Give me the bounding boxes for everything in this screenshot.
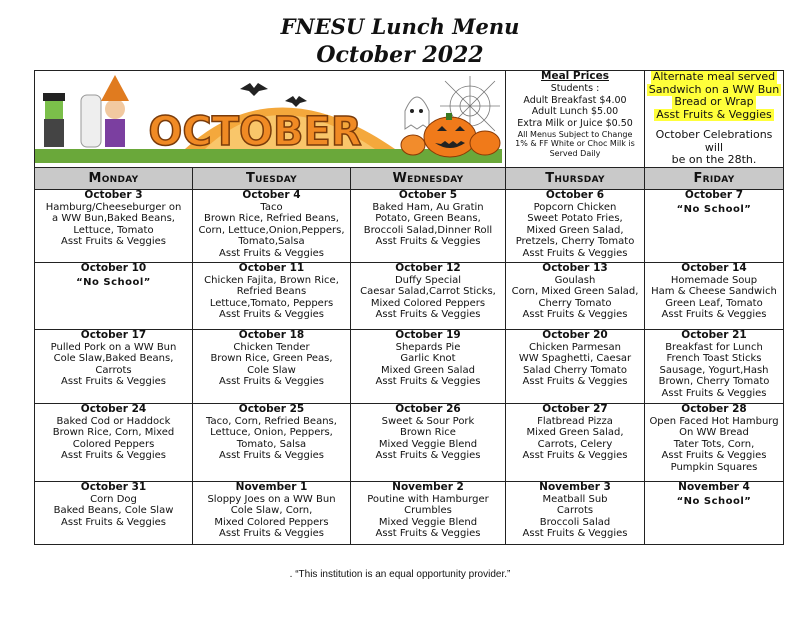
menu-item: Mixed Colored Peppers [370, 297, 486, 309]
alternate-meal-box [645, 71, 784, 168]
menu-item: Caesar Salad,Carrot Sticks, [360, 286, 496, 298]
menu-item: Asst Fruits & Veggies [219, 528, 324, 540]
menu-item: Asst Fruits & Veggies [219, 309, 324, 321]
menu-item: Baked Cod or Haddock [56, 415, 171, 427]
menu-item: Asst Fruits & Veggies [61, 236, 166, 248]
menu-title: FNESU Lunch Menu [280, 14, 520, 39]
menu-item: Sweet & Sour Pork [381, 415, 475, 427]
menu-day-cell [351, 190, 506, 263]
menu-item: Tater Tots, Corn, [673, 438, 755, 450]
menu-item: On WW Bread [679, 427, 749, 439]
menu-item: Broccoli Salad,Dinner Roll [363, 224, 493, 236]
menu-day-cell [506, 190, 645, 263]
no-school-notice: “No School” [676, 495, 752, 507]
day-monday: Monday [35, 168, 193, 190]
menu-item: Asst Fruits & Veggies [375, 376, 481, 388]
menu-item: Asst Fruits & Veggies [522, 528, 628, 540]
celebration-line-2: be on the 28th. [671, 153, 757, 166]
menu-date: October 20 [542, 329, 608, 341]
menu-day-cell [193, 330, 351, 404]
menu-item: Mixed Veggie Blend [378, 516, 478, 528]
menu-item: Asst Fruits & Veggies [661, 309, 767, 321]
header-row [35, 71, 784, 168]
menu-item: Asst Fruits & Veggies [522, 450, 628, 462]
menu-day-cell [506, 263, 645, 330]
menu-note-1: All Menus Subject to Change [517, 129, 633, 139]
menu-item: Carrots, Celery [537, 438, 613, 450]
menu-item: Open Faced Hot Hamburg [649, 415, 779, 427]
menu-item: Taco, Corn, Refried Beans, [206, 415, 337, 427]
menu-item: Asst Fruits & Veggies [61, 516, 166, 528]
meal-prices-box [506, 71, 645, 168]
menu-item: Asst Fruits & Veggies [522, 376, 628, 388]
menu-date: October 14 [681, 262, 747, 274]
menu-date: November 3 [539, 481, 611, 493]
menu-item: Brown Rice, Green Peas, [210, 353, 333, 365]
menu-item: Garlic Knot [400, 353, 456, 365]
menu-item: Asst Fruits & Veggies [61, 450, 166, 462]
menu-item: Colored Peppers [72, 438, 155, 450]
menu-day-cell [193, 190, 351, 263]
menu-item: Cole Slaw [247, 364, 296, 376]
menu-item: Sloppy Joes on a WW Bun [207, 493, 336, 505]
menu-item: Popcorn Chicken [533, 201, 617, 213]
menu-item: Baked Ham, Au Gratin [372, 201, 484, 213]
menu-item: Chicken Fajita, Brown Rice, [204, 274, 339, 286]
menu-item: Asst Fruits & Veggies [375, 236, 481, 248]
menu-date: November 2 [392, 481, 464, 493]
menu-day-cell [35, 404, 193, 482]
menu-item: Mixed Green Salad, [526, 427, 624, 439]
menu-month: October 2022 [316, 42, 484, 68]
menu-day-cell [351, 330, 506, 404]
equal-opportunity-statement: . “This institution is an equal opportunity provider.” [289, 569, 511, 580]
menu-day-cell [35, 263, 193, 330]
menu-item: Corn Dog [90, 493, 137, 505]
menu-item: Asst Fruits & Veggies [375, 528, 481, 540]
menu-date: October 27 [542, 403, 608, 415]
menu-item: Ham & Cheese Sandwich [651, 286, 777, 298]
menu-day-cell [193, 263, 351, 330]
menu-item: a WW Bun,Baked Beans, [52, 213, 175, 225]
banner-word: OCTOBER [148, 109, 362, 155]
menu-date: October 11 [238, 262, 305, 274]
menu-item: Pumpkin Squares [670, 461, 758, 473]
week-row [35, 330, 784, 404]
menu-day-cell [506, 404, 645, 482]
week-row [35, 263, 784, 330]
menu-item: Shepards Pie [395, 341, 461, 353]
menu-date: October 19 [395, 329, 461, 341]
menu-date: October 4 [242, 189, 301, 201]
menu-item: Carrots [556, 505, 594, 517]
menu-item: Mixed Veggie Blend [378, 438, 478, 450]
menu-date: October 13 [542, 262, 608, 274]
menu-date: October 25 [238, 403, 305, 415]
menu-item: Tomato,Salsa [238, 236, 305, 248]
menu-item: Asst Fruits & Veggies [61, 376, 166, 388]
menu-day-cell [193, 482, 351, 545]
menu-date: October 17 [80, 329, 147, 341]
menu-item: Green Leaf, Tomato [665, 297, 763, 309]
menu-item: Asst Fruits & Veggies [375, 450, 481, 462]
menu-item: Cherry Tomato [538, 297, 612, 309]
menu-date: October 7 [684, 189, 744, 201]
menu-item: Carrots [95, 364, 132, 376]
menu-day-cell [645, 330, 784, 404]
menu-day-cell [645, 263, 784, 330]
menu-item: Asst Fruits & Veggies [661, 387, 767, 399]
menu-item: Brown Rice, Corn, Mixed [52, 427, 175, 439]
menu-day-cell [35, 330, 193, 404]
menu-item: Lettuce,Tomato, Peppers [209, 297, 334, 309]
menu-item: Brown Rice [400, 427, 456, 439]
extra-milk-price: Extra Milk or Juice $0.50 [517, 118, 633, 130]
menu-day-cell [35, 482, 193, 545]
menu-day-cell [351, 263, 506, 330]
menu-item: Crumbles [404, 505, 452, 517]
menu-item: Chicken Tender [233, 341, 310, 353]
week-row [35, 482, 784, 545]
menu-item: Tomato, Salsa [236, 438, 307, 450]
menu-note-3: Served Daily [549, 148, 601, 158]
students-label: Students : [550, 82, 600, 94]
day-tuesday: Tuesday [193, 168, 351, 190]
menu-item: Lettuce, Tomato [73, 224, 154, 236]
adult-breakfast-price: Adult Breakfast $4.00 [523, 94, 627, 106]
menu-date: October 21 [681, 329, 747, 341]
celebration-note [645, 129, 783, 167]
day-header-row [35, 168, 784, 190]
menu-item: Pulled Pork on a WW Bun [50, 341, 177, 353]
menu-item: Baked Beans, Cole Slaw [53, 505, 174, 517]
menu-date: November 1 [235, 481, 308, 493]
adult-lunch-price: Adult Lunch $5.00 [531, 106, 619, 118]
week-row [35, 190, 784, 263]
menu-date: October 31 [80, 481, 147, 493]
menu-item: Cole Slaw, Corn, [230, 505, 313, 517]
menu-date: October 10 [80, 262, 147, 274]
menu-item: Poutine with Hamburger [367, 493, 489, 505]
menu-item: Asst Fruits & Veggies [219, 376, 324, 388]
menu-date: October 5 [398, 189, 458, 201]
alternate-meal-line-1: Alternate meal served [652, 70, 776, 83]
alternate-meal-line-2: Sandwich on a WW Bun [648, 82, 780, 96]
halloween-banner-illustration [35, 71, 502, 163]
menu-item: Salad Cherry Tomato [523, 364, 627, 376]
menu-date: October 26 [395, 403, 461, 415]
menu-item: Hamburg/Cheeseburger on [45, 201, 182, 213]
menu-day-cell [645, 404, 784, 482]
menu-day-cell [506, 482, 645, 545]
menu-item: Mixed Green Salad, [526, 224, 624, 236]
menu-item: Chicken Parmesan [529, 341, 621, 353]
no-school-notice: “No School” [676, 203, 752, 215]
menu-item: French Toast Sticks [666, 353, 762, 365]
menu-day-cell [351, 482, 506, 545]
menu-day-cell [193, 404, 351, 482]
menu-date: October 6 [545, 189, 605, 201]
meal-prices-heading: Meal Prices [541, 70, 609, 82]
menu-day-cell [506, 330, 645, 404]
menu-day-cell [351, 404, 506, 482]
menu-item: Corn, Lettuce,Onion,Peppers, [198, 224, 345, 236]
day-friday: Friday [645, 168, 784, 190]
menu-item: Meatball Sub [542, 493, 608, 505]
menu-item: Duffy Special [394, 274, 462, 286]
menu-date: October 28 [681, 403, 747, 415]
menu-item: Asst Fruits & Veggies [219, 247, 324, 259]
menu-item: Asst Fruits & Veggies [661, 450, 767, 462]
menu-item: WW Spaghetti, Caesar [518, 353, 632, 365]
menu-item: Breakfast for Lunch [665, 341, 763, 353]
no-school-notice: “No School” [76, 276, 151, 288]
menu-item: Brown, Cherry Tomato [658, 376, 770, 388]
menu-item: Homemade Soup [670, 274, 758, 286]
menu-item: Asst Fruits & Veggies [522, 309, 628, 321]
menu-item: Flatbread Pizza [537, 415, 613, 427]
menu-day-cell [645, 482, 784, 545]
menu-item: Pretzels, Cherry Tomato [515, 236, 635, 248]
menu-item: Refried Beans [236, 286, 307, 298]
alternate-meal-line-4: Asst Fruits & Veggies [656, 107, 772, 121]
menu-calendar [34, 70, 784, 545]
menu-date: October 3 [84, 189, 143, 201]
celebration-line-1: October Celebrations will [655, 128, 773, 154]
menu-item: Sausage, Yogurt,Hash [659, 364, 769, 376]
menu-item: Sweet Potato Fries, [527, 213, 623, 225]
day-thursday: Thursday [506, 168, 645, 190]
menu-item: Cole Slaw,Baked Beans, [53, 353, 174, 365]
week-row [35, 404, 784, 482]
menu-item: Goulash [554, 274, 596, 286]
menu-item: Mixed Colored Peppers [214, 516, 329, 528]
menu-item: Mixed Green Salad [381, 364, 475, 376]
october-banner [35, 71, 506, 168]
menu-item: Asst Fruits & Veggies [522, 247, 628, 259]
menu-note-2: 1% & FF White or Choc Milk is [515, 139, 635, 149]
menu-item: Lettuce, Onion, Peppers, [210, 427, 333, 439]
menu-item: Brown Rice, Refried Beans, [204, 213, 339, 225]
menu-date: October 12 [395, 262, 461, 274]
menu-date: October 18 [238, 329, 305, 341]
menu-item: Corn, Mixed Green Salad, [511, 286, 639, 298]
alternate-meal-line-3: Bread or Wrap [674, 95, 754, 108]
menu-item: Potato, Green Beans, [375, 213, 481, 225]
menu-item: Broccoli Salad [539, 516, 611, 528]
menu-date: October 24 [80, 403, 147, 415]
menu-item: Taco [260, 201, 283, 213]
menu-day-cell [35, 190, 193, 263]
menu-item: Asst Fruits & Veggies [219, 450, 324, 462]
day-wednesday: Wednesday [351, 168, 506, 190]
menu-date: November 4 [678, 481, 750, 493]
menu-day-cell [645, 190, 784, 263]
menu-item: Asst Fruits & Veggies [375, 309, 481, 321]
